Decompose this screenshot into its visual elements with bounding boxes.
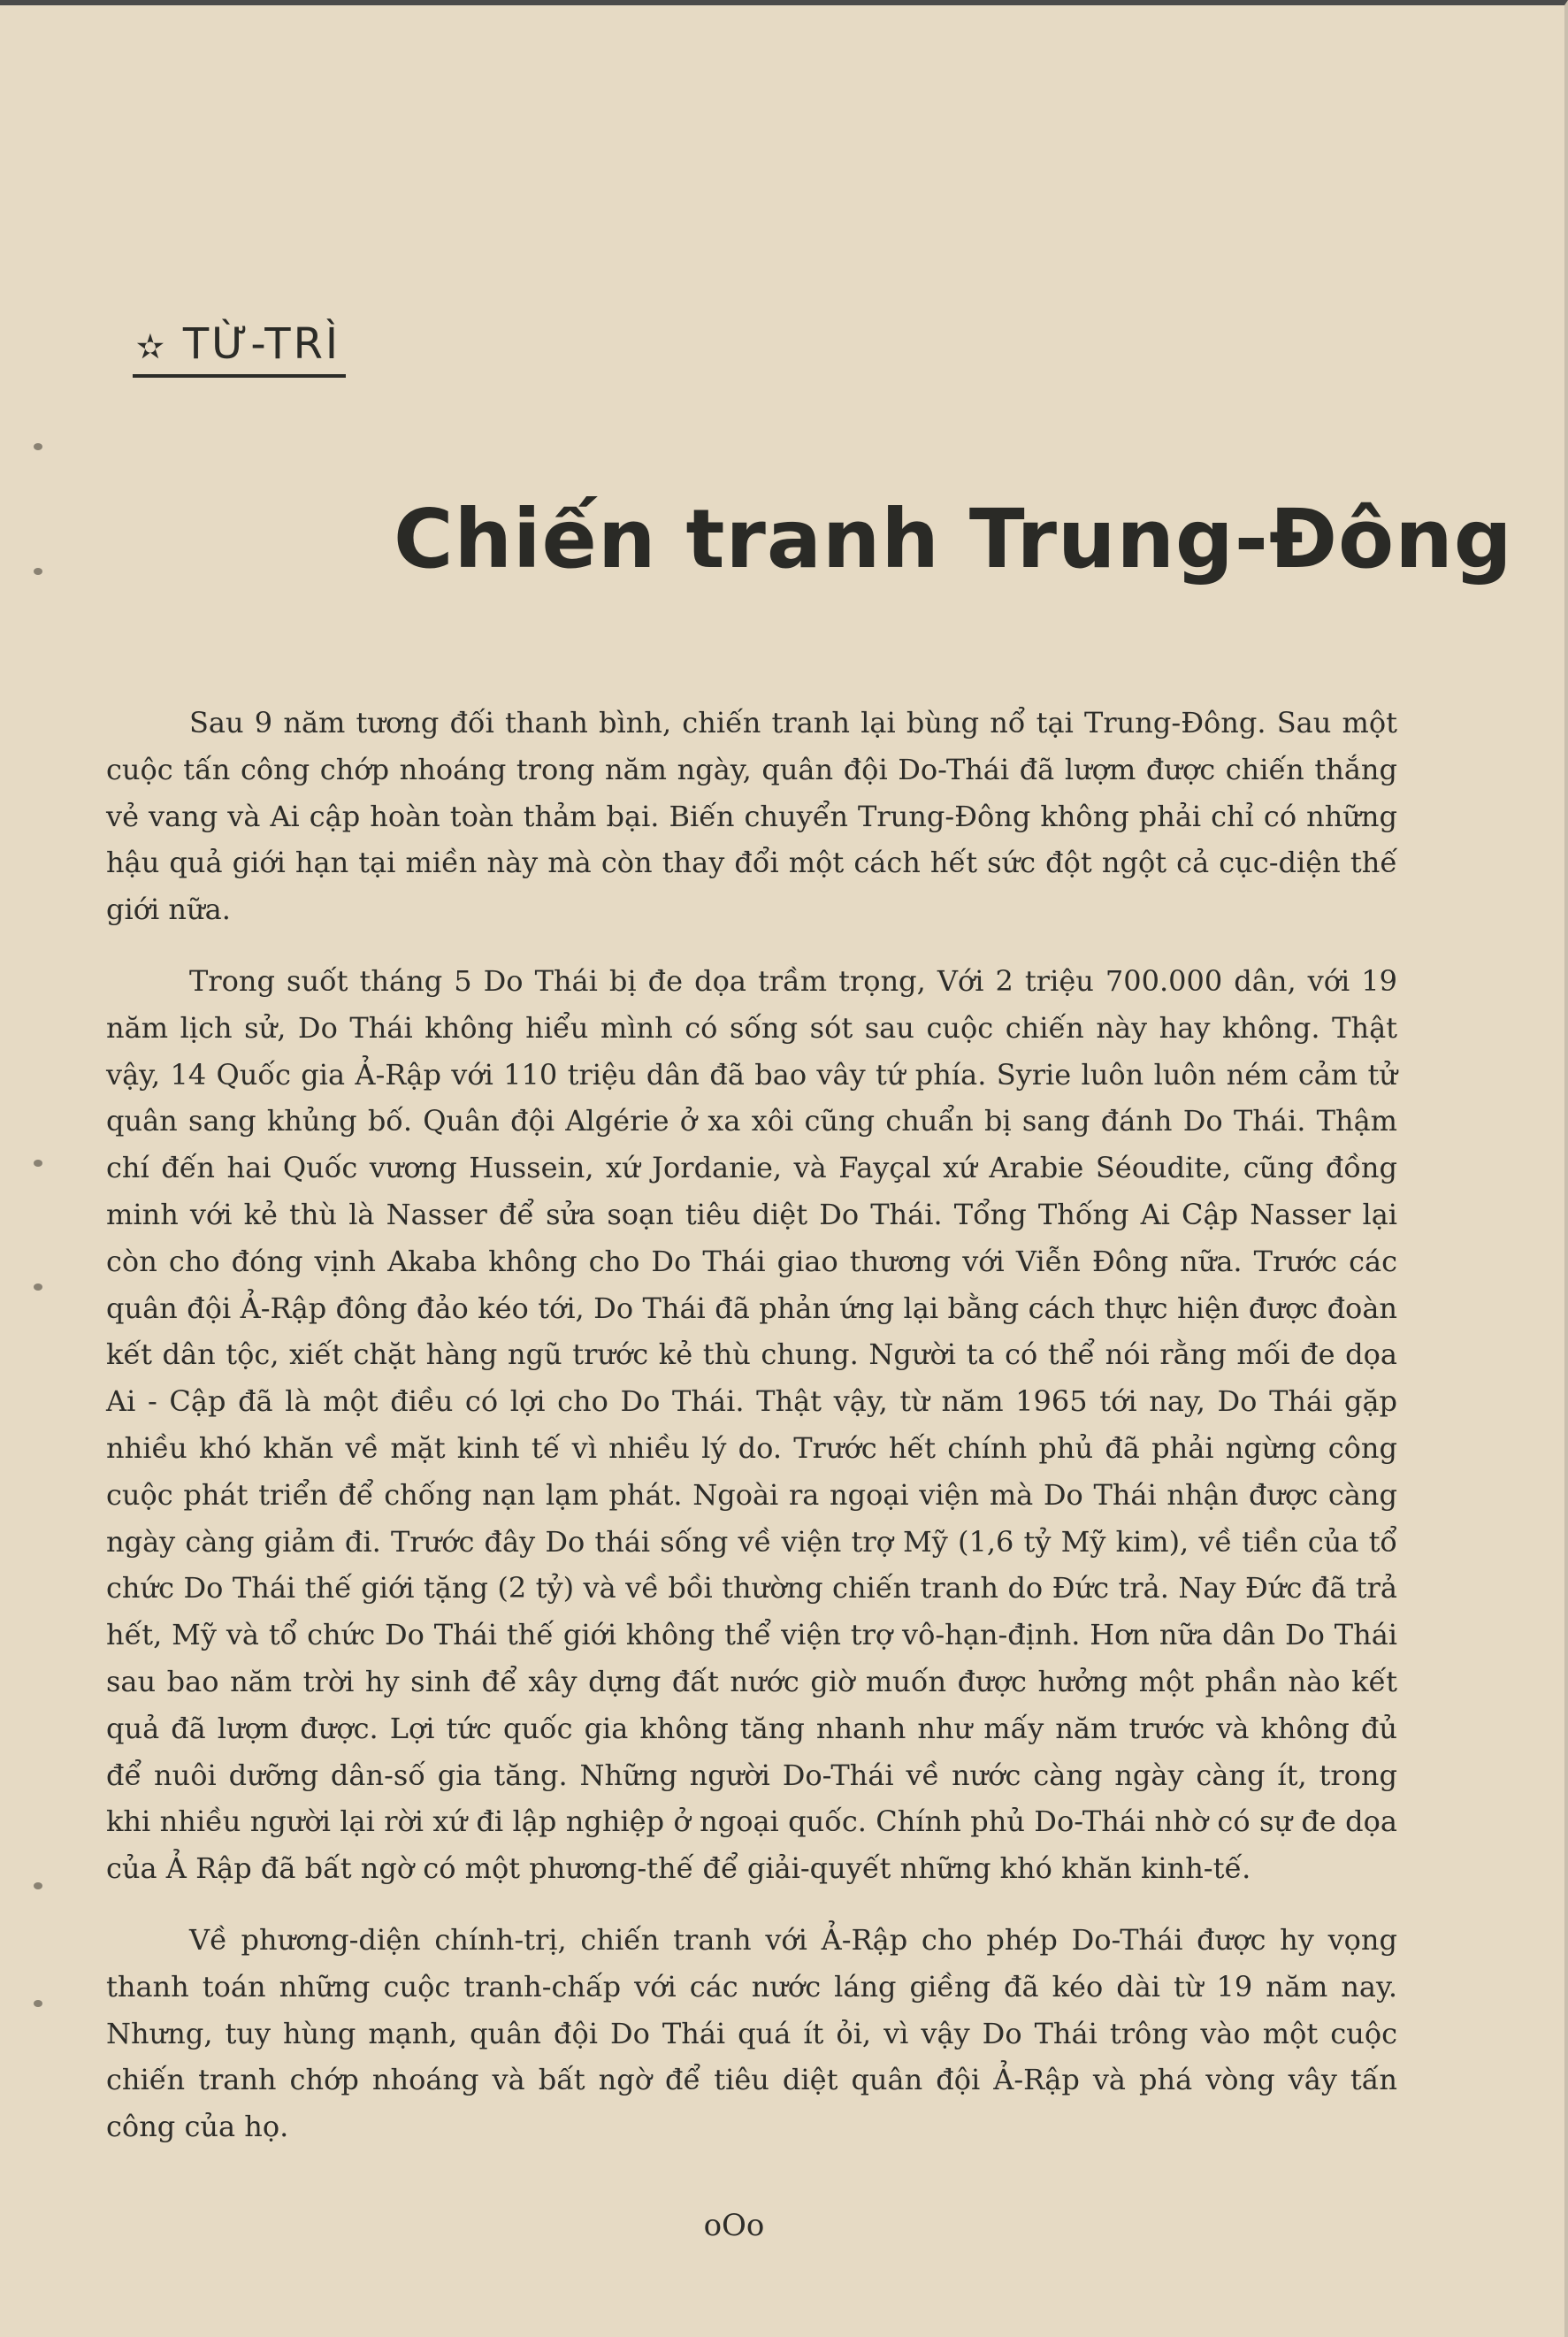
author-byline [133, 319, 346, 378]
article-title: Chiến tranh Trung-Đông [394, 492, 1513, 586]
binding-hole [34, 1160, 42, 1167]
binding-hole [34, 1882, 42, 1889]
paragraph-2: Trong suốt tháng 5 Do Thái bị đe dọa trầm trọng, Với 2 triệu 700.000 dân, với 19 năm lịch sử, Do Thái không hiểu mình có sống sót sau cuộc chiến này hay không. Thật vậy, 14 Quốc gia Ả-Rập với 110 triệu dân đã bao vây tứ phía. Syrie luôn luôn ném cảm tử quân sang khủng bố. Quân đội Algérie ở xa xôi cũng chuẩn bị sang đánh Do Thái. Thậm chí đến hai Quốc vương Hussein, xứ Jordanie, và Fayçal xứ Arabie Séoudite, cũng đồng minh với kẻ thù là Nasser để sửa soạn tiêu diệt Do Thái. Tổng Thống Ai Cập Nasser lại còn cho đóng vịnh Akaba không cho Do Thái giao thương với Viễn Đông nữa. Trước các quân đội Ả-Rập đông đảo kéo tới, Do Thái đã phản ứng lại bằng cách thực hiện được đoàn kết dân tộc, xiết chặt hàng ngũ trước kẻ thù chung. Người ta có thể nói rằng mối đe dọa Ai - Cập đã là một điều có lợi cho Do Thái. Thật vậy, từ năm 1965 tới nay, Do Thái gặp nhiều khó khăn về mặt kinh tế vì nhiều lý do. Trước hết chính phủ đã phải ngừng công cuộc phát triển để chống nạn lạm phát. Ngoài ra ngoại viện mà Do Thái nhận được càng ngày càng giảm đi. Trước đây Do thái sống về viện trợ Mỹ (1,6 tỷ Mỹ kim), về tiền của tổ chức Do Thái thế giới tặng (2 tỷ) và về bồi thường chiến tranh do Đức trả. Nay Đức đã trả hết, Mỹ và tổ chức Do Thái thế giới không thể viện trợ vô-hạn-định. Hơn nữa dân Do Thái sau bao năm trời hy sinh để xây dựng đất nước giờ muốn được hưởng một phần nào kết quả đã lượm được. Lợi tức quốc gia không tăng nhanh như mấy năm trước và không đủ để nuôi dưỡng dân-số gia tăng. Những người Do-Thái về nước càng ngày càng ít, trong khi nhiều người lại rời xứ đi lập nghiệp ở ngoại quốc. Chính phủ Do-Thái nhờ có sự đe dọa của Ả Rập đã bất ngờ có một phương-thế để giải-quyết những khó khăn kinh-tế. [106, 963, 1397, 1886]
paragraph-3: Về phương-diện chính-trị, chiến tranh với Ả-Rập cho phép Do-Thái được hy vọng thanh toán những cuộc tranh-chấp với các nước láng giềng đã kéo dài từ 19 năm nay. Nhưng, tuy hùng mạnh, quân đội Do Thái quá ít ỏi, vì vậy Do Thái trông vào một cuộc chiến tranh chớp nhoáng và bất ngờ để tiêu diệt quân đội Ả-Rập và phá vòng vây tấn công của họ. [106, 1922, 1397, 2144]
article-body [106, 700, 1397, 2175]
binding-hole [34, 2000, 42, 2007]
star-icon: ✫ [136, 327, 167, 366]
binding-hole [34, 443, 42, 450]
binding-hole [34, 1283, 42, 1291]
paragraph-1: Sau 9 năm tương đối thanh bình, chiến tranh lại bùng nổ tại Trung-Đông. Sau một cuộc tấn công chớp nhoáng trong năm ngày, quân đội Do-Thái đã lượm được chiến thắng vẻ vang và Ai cập hoàn toàn thảm bại. Biến chuyển Trung-Đông không phải chỉ có những hậu quả giới hạn tại miền này mà còn thay đổi một cách hết sức đột ngột cả cục-diện thế giới nữa. [106, 706, 1397, 927]
binding-hole [34, 568, 42, 575]
author-name: TỪ-TRÌ [182, 319, 341, 369]
folio-ornament: oOo [703, 2208, 765, 2243]
